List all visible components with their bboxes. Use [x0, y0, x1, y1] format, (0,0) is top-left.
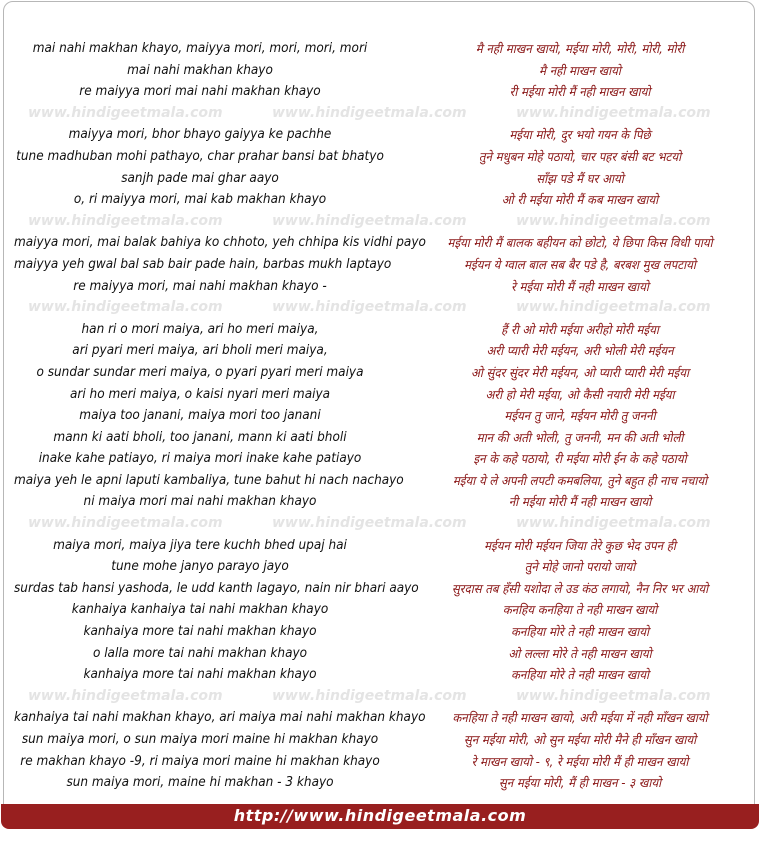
english-lyric-line: maiyya yeh gwal bal sab bair pade hain, barbas mukh laptayo	[14, 256, 392, 272]
watermark-row	[0, 103, 467, 125]
english-lyrics-column	[0, 38, 467, 794]
hindi-lyric-line: मईयन ये ग्वाल बाल सब बैर पडे है, बरबश मुख लपटायो	[464, 256, 696, 272]
watermark-text: www.hindigeetmala.com	[272, 212, 467, 229]
hindi-lyric-line: मईया मोरी मैं बालक बहीयन को छोटो, ये छिपा किस विधी पायो	[447, 235, 713, 251]
hindi-lyric-line: कनहिया मोरे ते नही माखन खायो	[511, 624, 649, 640]
hindi-lyric-line: तुने मधुबन मोहे पठायो, चार पहर बंसी बट भटयो	[478, 148, 682, 164]
hindi-lyric-line: इन के कहे पठायो, री मईया मोरी ईन के कहे पठायो	[473, 451, 687, 467]
english-lyric-line: re maiyya mori mai nahi makhan khayo	[79, 84, 321, 100]
watermark-text: www.hindigeetmala.com	[272, 104, 467, 121]
hindi-lyric-line: अरी प्यारी मेरी मईयन, अरी भोली मेरी मईयन	[486, 343, 674, 359]
footer-url-link[interactable]: http://www.hindigeetmala.com	[233, 806, 527, 825]
english-lyric-line: kanhaiya tai nahi makhan khayo, ari maiya mai nahi makhan khayo	[14, 710, 426, 726]
hindi-lyric-line: मईया ये ले अपनी लपटी कमबलिया, तुने बहुत ही नाच नचायो	[452, 472, 708, 488]
english-lyric-line: maiya yeh le apni laputi kambaliya, tune bahut hi nach nachayo	[14, 472, 404, 488]
watermark-text: www.hindigeetmala.com	[516, 687, 711, 704]
hindi-lyric-line: तुने मोहे जानो परायो जायो	[524, 559, 636, 575]
english-lyric-line: maiya too janani, maiya mori too janani	[79, 408, 321, 424]
english-lyric-line: sun maiya mori, o sun maiya mori maine hi makhan khayo	[21, 732, 379, 747]
watermark-text: www.hindigeetmala.com	[516, 104, 711, 121]
watermark-text: www.hindigeetmala.com	[28, 687, 223, 704]
watermark-text: www.hindigeetmala.com	[272, 687, 467, 704]
english-lyric-line: o lalla more tai nahi makhan khayo	[92, 645, 308, 661]
hindi-lyric-line: रे मईया मोरी मैं नही माखन खायो	[511, 278, 649, 294]
english-lyric-line: o, ri maiyya mori, mai kab makhan khayo	[73, 192, 327, 208]
watermark-text: www.hindigeetmala.com	[516, 515, 711, 532]
watermark-row	[400, 211, 760, 233]
watermark-text: www.hindigeetmala.com	[516, 299, 711, 316]
hindi-lyric-line: कनहिय कनहिया ते नही माखन खायो	[502, 602, 658, 618]
watermark-text: www.hindigeetmala.com	[28, 104, 223, 121]
watermark-row	[400, 513, 760, 535]
english-lyric-line: maiya mori, maiya jiya tere kuchh bhed upaj hai	[53, 537, 347, 553]
english-lyric-line: re maiyya mori, mai nahi makhan khayo -	[73, 278, 327, 294]
hindi-lyric-line: मईयन मोरी मईयन जिया तेरे कुछ भेद उपन ही	[484, 537, 676, 553]
hindi-lyric-line: ओ री मईया मोरी मैं कब माखन खायो	[501, 192, 659, 208]
english-lyric-line: tune mohe janyo parayo jayo	[111, 559, 289, 575]
watermark-row	[0, 211, 467, 233]
hindi-lyric-line: कनहिया ते नही माखन खायो, अरी मईया में नही माँखन खायो	[452, 710, 708, 726]
hindi-lyric-line: ओ लल्ला मोरे ते नही माखन खायो	[508, 645, 652, 661]
hindi-lyric-line: साँझ पडे मैं घर आयो	[536, 170, 624, 186]
english-lyric-line: ari ho meri maiya, o kaisi nyari meri maiya	[69, 386, 331, 402]
english-lyric-line: inake kahe patiayo, ri maiya mori inake kahe patiayo	[38, 451, 362, 467]
english-lyric-line: mann ki aati bholi, too janani, mann ki aati bholi	[53, 429, 347, 445]
hindi-lyric-line: मै नही माखन खायो	[539, 62, 621, 78]
english-lyric-line: surdas tab hansi yashoda, le udd kanth lagayo, nain nir bhari aayo	[14, 580, 419, 596]
hindi-lyric-line: अरी हो मेरी मईया, ओ कैसी नयारी मेरी मईया	[485, 386, 675, 402]
english-lyric-line: ari pyari meri maiya, ari bholi meri maiya,	[72, 343, 328, 359]
hindi-lyric-line: नी मईया मोरी मैं नही माखन खायो	[508, 494, 652, 510]
hindi-lyric-line: ओ सुंदर सुंदर मेरी मईयन, ओ प्यारी प्यारी मेरी मईया	[470, 364, 690, 380]
hindi-lyric-line: मईया मोरी, दुर भयो गयन के पिछे	[509, 127, 651, 143]
english-lyric-line: mai nahi makhan khayo, maiyya mori, mori, mori, mori	[32, 41, 368, 56]
hindi-lyric-line: मान की अती भोली, तु जननी, मन की अती भोली	[476, 429, 684, 445]
watermark-text: www.hindigeetmala.com	[272, 515, 467, 532]
hindi-lyric-line: हैं री ओ मोरी मईया अरीहो मोरी मईया	[501, 321, 659, 337]
english-lyric-line: kanhaiya more tai nahi makhan khayo	[83, 667, 317, 683]
english-lyric-line: kanhaiya kanhaiya tai nahi makhan khayo	[71, 602, 329, 618]
hindi-lyrics-column	[400, 38, 760, 794]
english-lyric-line: tune madhuban mohi pathayo, char prahar bansi bat bhatyo	[16, 148, 384, 164]
watermark-row	[0, 513, 467, 535]
hindi-lyric-line: मईयन तु जाने, मईयन मोरी तु जननी	[504, 408, 656, 424]
hindi-lyric-line: सुन मईया मोरी, ओ सुन मईया मोरी मैने ही माँखन खायो	[463, 732, 697, 747]
english-lyric-line: kanhaiya more tai nahi makhan khayo	[83, 624, 317, 640]
watermark-text: www.hindigeetmala.com	[516, 212, 711, 229]
hindi-lyric-line: कनहिया मोरे ते नही माखन खायो	[511, 667, 649, 683]
watermark-row	[400, 686, 760, 708]
watermark-text: www.hindigeetmala.com	[28, 515, 223, 532]
english-lyric-line: sanjh pade mai ghar aayo	[121, 170, 279, 186]
watermark-row	[400, 297, 760, 319]
watermark-text: www.hindigeetmala.com	[28, 212, 223, 229]
watermark-row	[0, 297, 467, 319]
hindi-lyric-line: रे माखन खायो - ९, रे मईया मोरी मैं ही माखन खायो	[471, 753, 689, 769]
english-lyric-line: mai nahi makhan khayo	[127, 62, 273, 78]
english-lyric-line: sun maiya mori, maine hi makhan - 3 khayo	[66, 775, 334, 791]
watermark-text: www.hindigeetmala.com	[28, 299, 223, 316]
english-lyric-line: maiyya mori, mai balak bahiya ko chhoto, yeh chhipa kis vidhi payo	[14, 235, 426, 251]
watermark-row	[400, 103, 760, 125]
watermark-text: www.hindigeetmala.com	[272, 299, 467, 316]
english-lyric-line: ni maiya mori mai nahi makhan khayo	[83, 494, 317, 510]
hindi-lyric-line: सुरदास तब हँसी यशोदा ले उड कंठ लगायो, नैन निर भर आयो	[451, 580, 709, 596]
hindi-lyric-line: सुन मईया मोरी, मैं ही माखन - ३ खायो	[498, 775, 662, 791]
hindi-lyric-line: मै नही माखन खायो, मईया मोरी, मोरी, मोरी, मोरी	[475, 41, 685, 56]
hindi-lyric-line: री मईया मोरी मैं नही माखन खायो	[509, 84, 651, 100]
english-lyric-line: o sundar sundar meri maiya, o pyari pyari meri maiya	[36, 364, 364, 380]
english-lyric-line: han ri o mori maiya, ari ho meri maiya,	[81, 321, 319, 337]
english-lyric-line: re makhan khayo -9, ri maiya mori maine hi makhan khayo	[20, 753, 380, 769]
english-lyric-line: maiyya mori, bhor bhayo gaiyya ke pachhe	[68, 127, 332, 143]
watermark-row	[0, 686, 467, 708]
